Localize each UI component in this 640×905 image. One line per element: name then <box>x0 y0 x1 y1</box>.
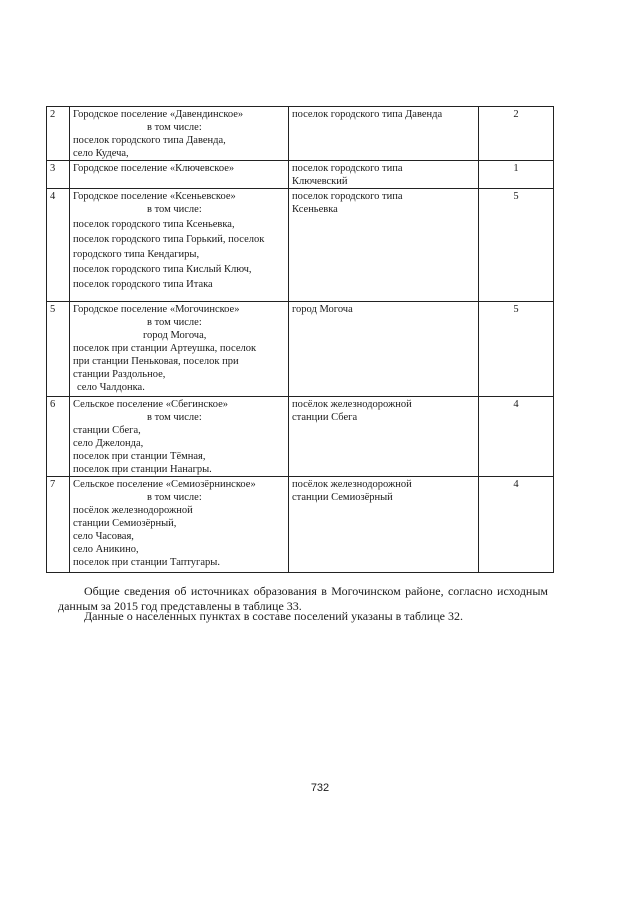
name-line: Городское поселение «Давендинское» <box>73 109 244 120</box>
center-line: поселок городского типа <box>292 191 403 202</box>
center-line: поселок городского типа <box>292 163 403 174</box>
name-line: поселок городского типа Ксеньевка, <box>73 219 235 230</box>
name-line: город Могоча, <box>143 330 207 341</box>
name-line: Городское поселение «Ключевское» <box>73 163 235 174</box>
name-line: Сельское поселение «Сбегинское» <box>73 399 229 410</box>
settlement-count: 5 <box>479 189 554 302</box>
admin-center-cell <box>289 397 479 477</box>
settlement-name-cell <box>70 107 289 161</box>
name-line: село Аникино, <box>73 544 139 555</box>
settlement-count: 1 <box>479 161 554 189</box>
center-line: станции Семиозёрный <box>292 492 393 503</box>
center-line: Ключевский <box>292 176 348 187</box>
name-line: село Чалдонка. <box>77 382 145 393</box>
settlement-count: 2 <box>479 107 554 161</box>
admin-center-cell <box>289 189 479 302</box>
center-line: станции Сбега <box>292 412 358 423</box>
settlement-name-cell <box>70 397 289 477</box>
admin-center-cell <box>289 161 479 189</box>
name-line: при станции Пеньковая, поселок при <box>73 356 239 367</box>
name-line: поселок при станции Нанагры. <box>73 464 212 475</box>
name-line: поселок городского типа Давенда, <box>73 135 226 146</box>
name-line: в том числе: <box>147 122 202 133</box>
name-line: Сельское поселение «Семиозёрнинское» <box>73 479 256 490</box>
settlements-table <box>46 106 554 573</box>
name-line: поселок при станции Тёмная, <box>73 451 206 462</box>
table-row <box>47 397 554 477</box>
center-line: посёлок железнодорожной <box>292 479 412 490</box>
row-number: 7 <box>47 477 70 573</box>
center-line: город Могоча <box>292 304 353 315</box>
admin-center-cell <box>289 302 479 397</box>
name-line: поселок городского типа Горький, поселок <box>73 234 265 245</box>
row-number: 3 <box>47 161 70 189</box>
center-line: поселок городского типа Давенда <box>292 109 443 120</box>
name-line: поселок при станции Артеушка, поселок <box>73 343 257 354</box>
center-line: посёлок железнодорожной <box>292 399 412 410</box>
row-number: 6 <box>47 397 70 477</box>
name-line: городского типа Кендагиры, <box>73 249 200 260</box>
name-line: Городское поселение «Могочинское» <box>73 304 240 315</box>
name-line: село Джелонда, <box>73 438 144 449</box>
table-row <box>47 477 554 573</box>
settlement-name-cell <box>70 477 289 573</box>
name-line: в том числе: <box>147 204 202 215</box>
name-line: поселок при станции Таптугары. <box>73 557 220 568</box>
page-number: 732 <box>310 782 330 794</box>
name-line: станции Сбега, <box>73 425 141 436</box>
name-line: в том числе: <box>147 317 202 328</box>
row-number: 2 <box>47 107 70 161</box>
name-line: Городское поселение «Ксеньевское» <box>73 191 236 202</box>
name-line: в том числе: <box>147 492 202 503</box>
row-number: 5 <box>47 302 70 397</box>
table-row <box>47 302 554 397</box>
settlement-count: 4 <box>479 397 554 477</box>
table-row <box>47 189 554 302</box>
table-row <box>47 107 554 161</box>
name-line: село Часовая, <box>73 531 134 542</box>
admin-center-cell <box>289 107 479 161</box>
row-number: 4 <box>47 189 70 302</box>
name-line: поселок городского типа Итака <box>73 279 213 290</box>
name-line: станции Раздольное, <box>73 369 166 380</box>
body-paragraph: Данные о населенных пунктах в составе поселений указаны в таблице 32. <box>84 609 463 623</box>
name-line: посёлок железнодорожной <box>73 505 193 516</box>
name-line: поселок городского типа Кислый Ключ, <box>73 264 252 275</box>
center-line: Ксеньевка <box>292 204 338 215</box>
settlement-name-cell <box>70 189 289 302</box>
name-line: станции Семиозёрный, <box>73 518 177 529</box>
settlement-count: 5 <box>479 302 554 397</box>
body-paragraph: Общие сведения об источниках образования в Могочинском районе, согласно исходным данным за 2015 год представлены в таблице 33. <box>58 584 548 613</box>
table-row <box>47 161 554 189</box>
admin-center-cell <box>289 477 479 573</box>
name-line: в том числе: <box>147 412 202 423</box>
settlement-count: 4 <box>479 477 554 573</box>
settlement-name-cell <box>70 161 289 189</box>
name-line: село Кудеча, <box>73 148 129 159</box>
settlement-name-cell <box>70 302 289 397</box>
